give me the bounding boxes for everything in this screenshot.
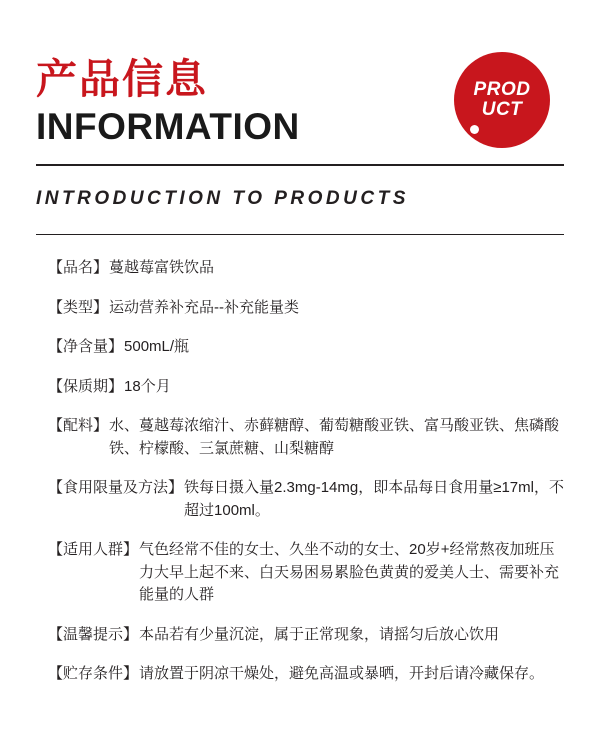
spec-value: 气色经常不佳的女士、久坐不动的女士、20岁+经常熬夜加班压力大早上起不来、白天易困易累脸色黄黄的爱美人士、需要补充能量的人群: [139, 541, 560, 603]
spec-value: 500mL/瓶: [124, 338, 190, 355]
spec-label: 【净含量】: [48, 338, 124, 355]
subtitle-divider: [36, 234, 564, 235]
spec-label: 【保质期】: [48, 377, 124, 395]
list-item: [48, 336, 564, 359]
spec-value: 蔓越莓富铁饮品: [109, 259, 215, 276]
spec-value: 请放置于阴凉干燥处，避免高温或暴晒，开封后请冷藏保存。: [139, 665, 545, 682]
spec-label: 【品名】: [48, 259, 109, 276]
spec-label: 【类型】: [48, 298, 109, 316]
badge-dot-icon: [470, 125, 479, 134]
product-badge: [454, 52, 550, 148]
spec-value: 铁每日摄入量2.3mg-14mg，即本品每日食用量≥17ml，不超过100ml。: [184, 479, 564, 519]
spec-label: 【配料】: [48, 417, 109, 434]
spec-value: 18个月: [124, 377, 171, 395]
badge-line-1: PROD: [473, 79, 531, 101]
header-divider: [36, 164, 564, 166]
list-item: [48, 415, 564, 460]
list-item: [48, 376, 564, 399]
list-item: [48, 624, 564, 647]
spec-value: 本品若有少量沉淀，属于正常现象，请摇匀后放心饮用: [139, 625, 500, 643]
list-item: [48, 257, 564, 280]
page-title-en: INFORMATION: [36, 106, 300, 148]
page-header: [36, 0, 564, 150]
list-item: [48, 663, 564, 686]
specification-list: [36, 257, 564, 686]
spec-value: 运动营养补充品--补充能量类: [109, 298, 300, 316]
list-item: [48, 297, 564, 320]
page-subtitle: INTRODUCTION TO PRODUCTS: [36, 188, 409, 209]
spec-label: 【温馨提示】: [48, 625, 139, 643]
list-item: [48, 477, 564, 522]
spec-label: 【适用人群】: [48, 541, 139, 558]
list-item: [48, 539, 564, 607]
spec-value: 水、蔓越莓浓缩汁、赤藓糖醇、葡萄糖酸亚铁、富马酸亚铁、焦磷酸铁、柠檬酸、三氯蔗糖、山梨糖醇: [109, 417, 560, 457]
spec-label: 【食用限量及方法】: [48, 479, 184, 496]
page-title-cn: 产品信息: [36, 56, 208, 102]
spec-label: 【贮存条件】: [48, 665, 139, 682]
badge-line-2: UCT: [481, 99, 523, 120]
